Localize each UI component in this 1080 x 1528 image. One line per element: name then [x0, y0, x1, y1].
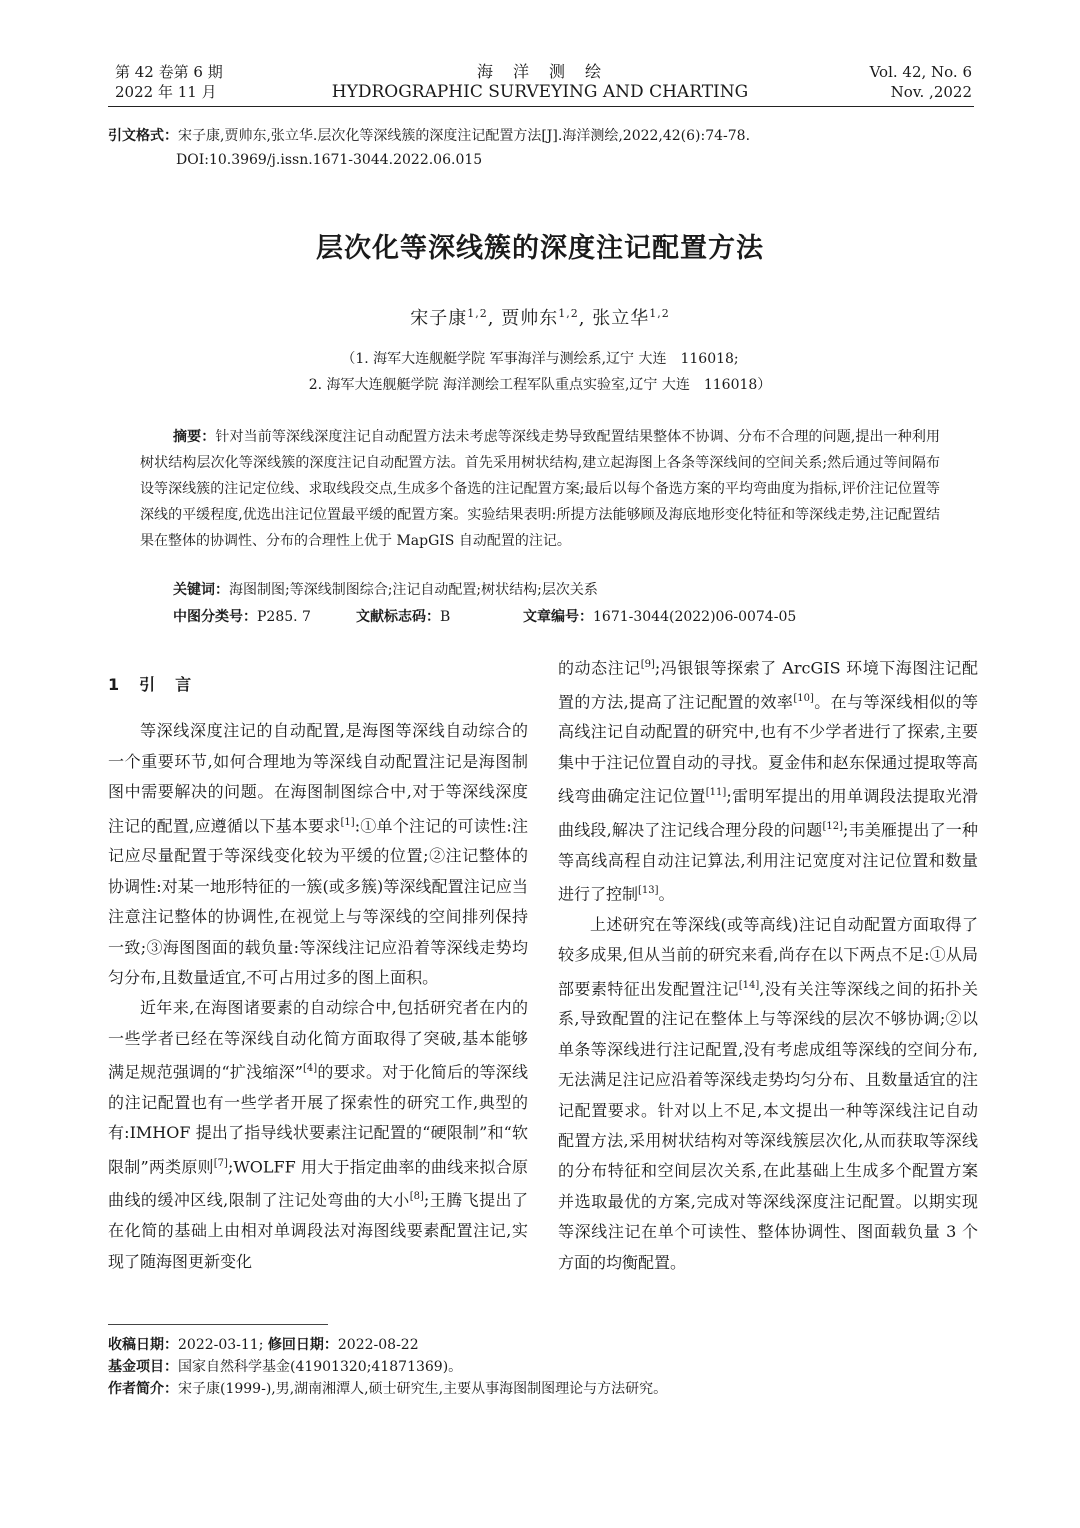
- abstract-label: 摘要：: [173, 429, 216, 445]
- header-right-line2: Nov. ,2022: [890, 83, 972, 101]
- paragraph-text: ;王腾飞提出了在化简的基础上由相对单调段法对海图线要素配置注记,实现了随海图更新变化: [108, 1190, 528, 1271]
- article-label: 文章编号：: [523, 609, 593, 625]
- author-name: 宋子康: [410, 308, 468, 329]
- header-rule: [108, 106, 974, 107]
- author-affil-sup: 1,2: [558, 307, 579, 320]
- paper-title: 层次化等深线簇的深度注记配置方法: [316, 233, 764, 264]
- paragraph-text: ;WOLFF 用大于指定曲率的曲线来拟合原曲线的缓冲区线,限制了注记处弯曲的大小: [108, 1157, 528, 1210]
- paragraph-text: ,没有关注等深线之间的拓扑关系,导致配置的注记在整体上与等深线的层次不够协调;②以单条等深线进行注记配置,没有考虑成组等深线的空间分布,无法满足注记应沿着等深线走势均匀分布、且数量适宜的注记配置要求。针对以上不足,本文提出一种等深线注记自动配置方法,采用树状结构对等深线簇层次化,从而获取等深线的分布特征和空间层次关系,在此基础上生成多个配置方案并选取最优的方案,完成对等深线深度注记配置。以期实现等深线注记在单个可读性、整体协调性、图面载负量 3 个方面的均衡配置。: [558, 979, 978, 1272]
- citation-text: 宋子康,贾帅东,张立华.层次化等深线簇的深度注记配置方法[J].海洋测绘,2022,42(6):74-78.: [178, 128, 751, 144]
- citation-ref: [10]: [793, 692, 814, 704]
- citation-label: 引文格式：: [108, 128, 178, 144]
- clc-number: [173, 606, 311, 628]
- author-name: 贾帅东: [501, 308, 559, 329]
- left-column-paragraphs: [108, 716, 528, 1277]
- citation-ref: [1]: [340, 816, 355, 828]
- header-left-line2: 2022 年 11 月: [115, 83, 217, 101]
- affiliation-1: （1. 海军大连舰艇学院 军事海洋与测绘系,辽宁 大连 116018;: [341, 351, 739, 367]
- paragraph-text: 。在与等深线相似的等高线注记自动配置的研究中,也有不少学者进行了探索,主要集中于注记位置自动的寻找。夏金伟和赵东保通过提取等高线弯曲确定注记位置: [558, 692, 978, 806]
- body-paragraph: [558, 650, 978, 910]
- citation-ref: [13]: [638, 885, 659, 897]
- citation-line: [108, 124, 974, 148]
- author-list: 宋子康$^{1,2}$, 贾帅东$^{1,2}$, 张立华$^{1,2}$: [410, 307, 670, 329]
- abstract: [140, 424, 940, 554]
- author-bio-text: 宋子康(1999-),男,湖南湘潭人,硕士研究生,主要从事海图制图理论与方法研究。: [178, 1381, 668, 1397]
- received-label: 收稿日期：: [108, 1337, 178, 1353]
- body-column-left: [108, 666, 528, 1277]
- body-paragraph: [108, 716, 528, 993]
- journal-name-en: HYDROGRAPHIC SURVEYING AND CHARTING: [331, 82, 749, 102]
- revised-label: 修回日期：: [267, 1337, 338, 1353]
- footnote-rule: [108, 1324, 328, 1325]
- keywords-text: 海图制图;等深线制图综合;注记自动配置;树状结构;层次关系: [229, 582, 598, 598]
- fund-text: 国家自然科学基金(41901320;41871369)。: [178, 1359, 463, 1375]
- citation-ref: [4]: [302, 1063, 318, 1075]
- revised-date: 2022-08-22: [337, 1337, 419, 1353]
- right-column-paragraphs: [558, 650, 978, 1278]
- paragraph-text: 上述研究在等深线(或等高线)注记自动配置方面取得了较多成果,但从当前的研究来看,尚存在以下两点不足:①从局部要素特征出发配置注记: [558, 914, 978, 999]
- paragraph-text: 。: [658, 884, 675, 904]
- affiliation-2: 2. 海军大连舰艇学院 海洋测绘工程军队重点实验室,辽宁 大连 116018）: [308, 377, 772, 393]
- footnote-dates: [108, 1334, 974, 1356]
- abstract-text: 针对当前等深线深度注记自动配置方法未考虑等深线走势导致配置结果整体不协调、分布不合理的问题,提出一种利用树状结构层次化等深线簇的深度注记自动配置方法。首先采用树状结构,建立起海图上各条等深线间的空间关系;然后通过等间隔布设等深线簇的注记定位线、求取线段交点,生成多个备选的注记配置方案;最后以每个备选方案的平均弯曲度为指标,评价注记位置等深线的平缓程度,优选出注记位置最平缓的配置方案。实验结果表明:所提方法能够顾及海底地形变化特征和等深线走势,注记配置结果在整体的协调性、分布的合理性上优于 MapGIS 自动配置的注记。: [140, 429, 941, 549]
- author-name: 张立华: [592, 308, 650, 329]
- journal-name-cn: 海 洋 测 绘: [476, 62, 603, 81]
- paragraph-text: ;韦美雁提出了一种等高线高程自动注记算法,利用注记宽度对注记位置和数量进行了控制: [558, 820, 978, 904]
- keywords-label: 关键词：: [173, 582, 229, 598]
- header-left-line1: 第 42 卷第 6 期: [115, 63, 223, 81]
- fund-label: 基金项目：: [108, 1359, 178, 1375]
- citation-ref: [9]: [640, 659, 655, 670]
- body-paragraph: [558, 910, 978, 1278]
- citation-doi: DOI:10.3969/j.issn.1671-3044.2022.06.015: [176, 152, 483, 168]
- clc-label: 中图分类号：: [173, 609, 257, 625]
- journal-volume-en: [870, 62, 972, 102]
- clc-value: P285. 7: [257, 609, 311, 625]
- article-number: [523, 606, 796, 628]
- doc-code: [356, 606, 450, 628]
- affiliations: [0, 346, 1080, 398]
- footnotes: [108, 1334, 974, 1400]
- body-column-right: [558, 650, 978, 1278]
- paragraph-text: :①单个注记的可读性:注记应尽量配置于等深线变化较为平缓的位置;②注记整体的协调性:对某一地形特征的一簇(或多簇)等深线配置注记应当注意注记整体的协调性,在视觉上与等深线的空间排列保持一致;③海图图面的载负量:等深线注记应沿着等深线走势均匀分布,且数量适宜,不可占用过多的图上面积。: [108, 815, 528, 987]
- keywords: [173, 579, 598, 601]
- author-affil-sup: 1,2: [467, 307, 488, 320]
- citation-ref: [14]: [738, 979, 760, 991]
- citation-ref: [8]: [409, 1191, 424, 1203]
- doc-value: B: [440, 609, 451, 625]
- footnote-author: [108, 1378, 974, 1400]
- author-affil-sup: 1,2: [649, 307, 670, 320]
- paragraph-text: ;雷明军提出的用单调段法提取光滑曲线段,解决了注记线合理分段的问题: [558, 786, 978, 840]
- footnote-fund: [108, 1356, 974, 1378]
- received-date: 2022-03-11;: [178, 1337, 264, 1353]
- paragraph-text: 近年来,在海图诸要素的自动综合中,包括研究者在内的一些学者已经在等深线自动化简方面取得了突破,基本能够满足规范强调的“扩浅缩深”: [108, 998, 528, 1082]
- doc-label: 文献标志码：: [356, 609, 440, 625]
- article-value: 1671-3044(2022)06-0074-05: [593, 609, 797, 625]
- section-heading: 1 引 言: [108, 675, 194, 694]
- paragraph-text: 的要求。对于化简后的等深线的注记配置也有一些学者开展了探索性的研究工作,典型的有:IMHOF 提出了指导线状要素注记配置的“硬限制”和“软限制”两类原则: [108, 1062, 528, 1177]
- paragraph-text: ;冯银银等探索了 ArcGIS 环境下海图注记配置的方法,提高了注记配置的效率: [558, 658, 978, 712]
- citation-ref: [12]: [822, 821, 843, 833]
- author-bio-label: 作者简介：: [108, 1381, 178, 1397]
- citation-ref: [7]: [213, 1157, 228, 1169]
- paragraph-text: 的动态注记: [558, 658, 641, 678]
- body-paragraph: [108, 993, 528, 1277]
- citation-block: [108, 124, 974, 172]
- citation-ref: [11]: [705, 787, 727, 799]
- paragraph-text: 等深线深度注记的自动配置,是海图等深线自动综合的一个重要环节,如何合理地为等深线自动配置注记是海图制图中需要解决的问题。在海图制图综合中,对于等深线深度注记的配置,应遵循以下基本要求: [108, 721, 528, 835]
- header-right-line1: Vol. 42, No. 6: [869, 63, 972, 81]
